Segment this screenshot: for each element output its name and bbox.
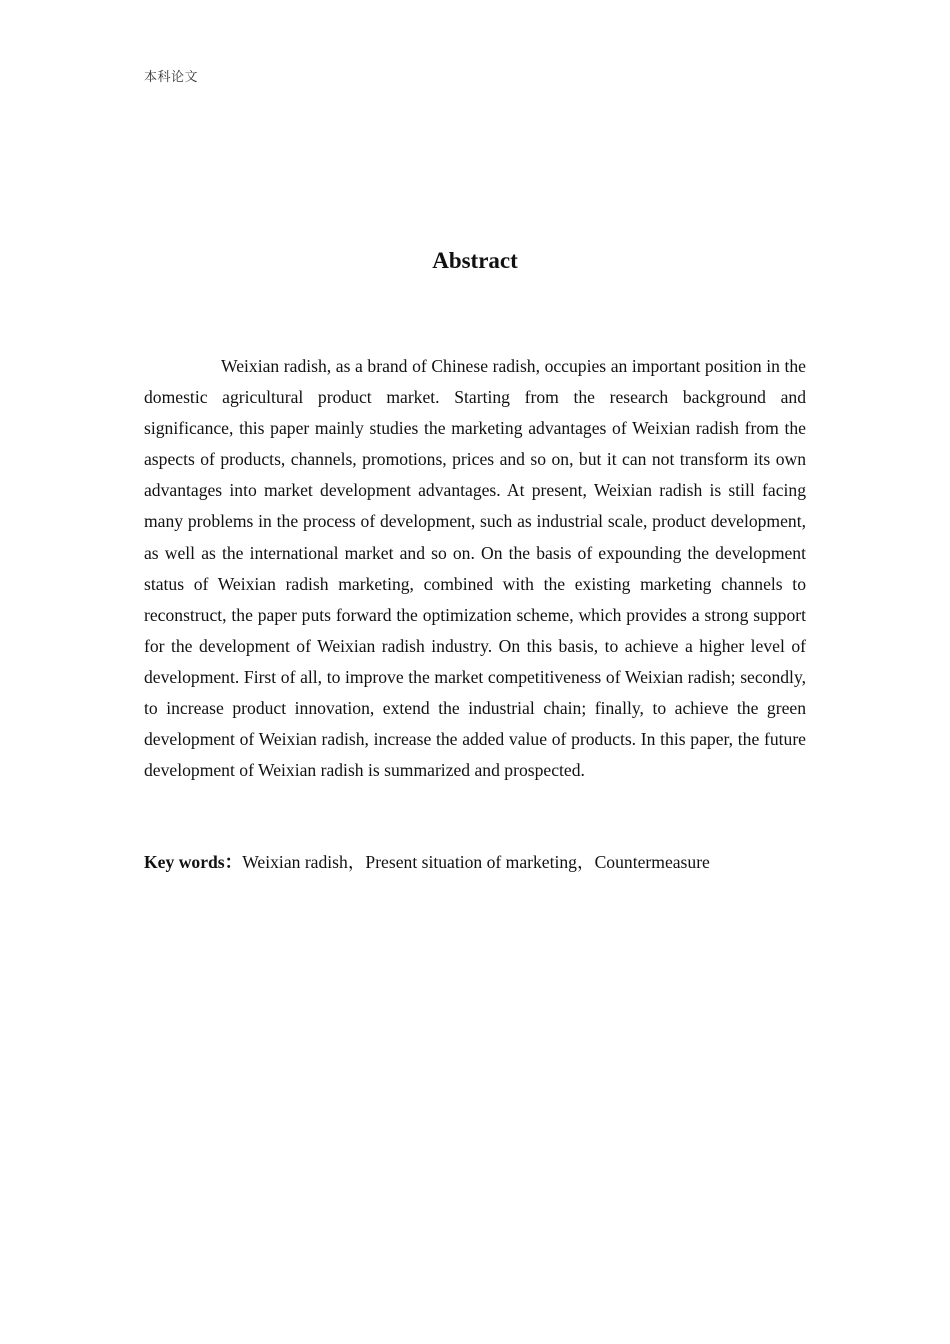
abstract-title: Abstract bbox=[432, 248, 518, 273]
keywords-label: Key words： bbox=[144, 852, 243, 872]
running-header: 本科论文 bbox=[144, 70, 199, 85]
keywords-line bbox=[144, 847, 844, 878]
abstract-body: Weixian radish, as a brand of Chinese radish, occupies an important position in the domestic agricultural product market. Starting from the research background and significance, this paper mainly studies the marketing advantages of Weixian radish from the aspects of products, channels, promotions, prices and so on, but it can not transform its own advantages into market development advantages. At present, Weixian radish is still facing many problems in the process of development, such as industrial scale, product development, as well as the international market and so on. On the basis of expounding the development status of Weixian radish marketing, combined with the existing marketing channels to reconstruct, the paper puts forward the optimization scheme, which provides a strong support for the development of Weixian radish industry. On this basis, to achieve a higher level of development. First of all, to improve the market competitiveness of Weixian radish; secondly, to increase product innovation, extend the industrial chain; finally, to achieve the green development of Weixian radish, increase the added value of products. In this paper, the future development of Weixian radish is summarized and prospected. bbox=[144, 356, 806, 781]
keywords-text: Weixian radish，Present situation of marketing，Countermeasure bbox=[242, 852, 710, 872]
